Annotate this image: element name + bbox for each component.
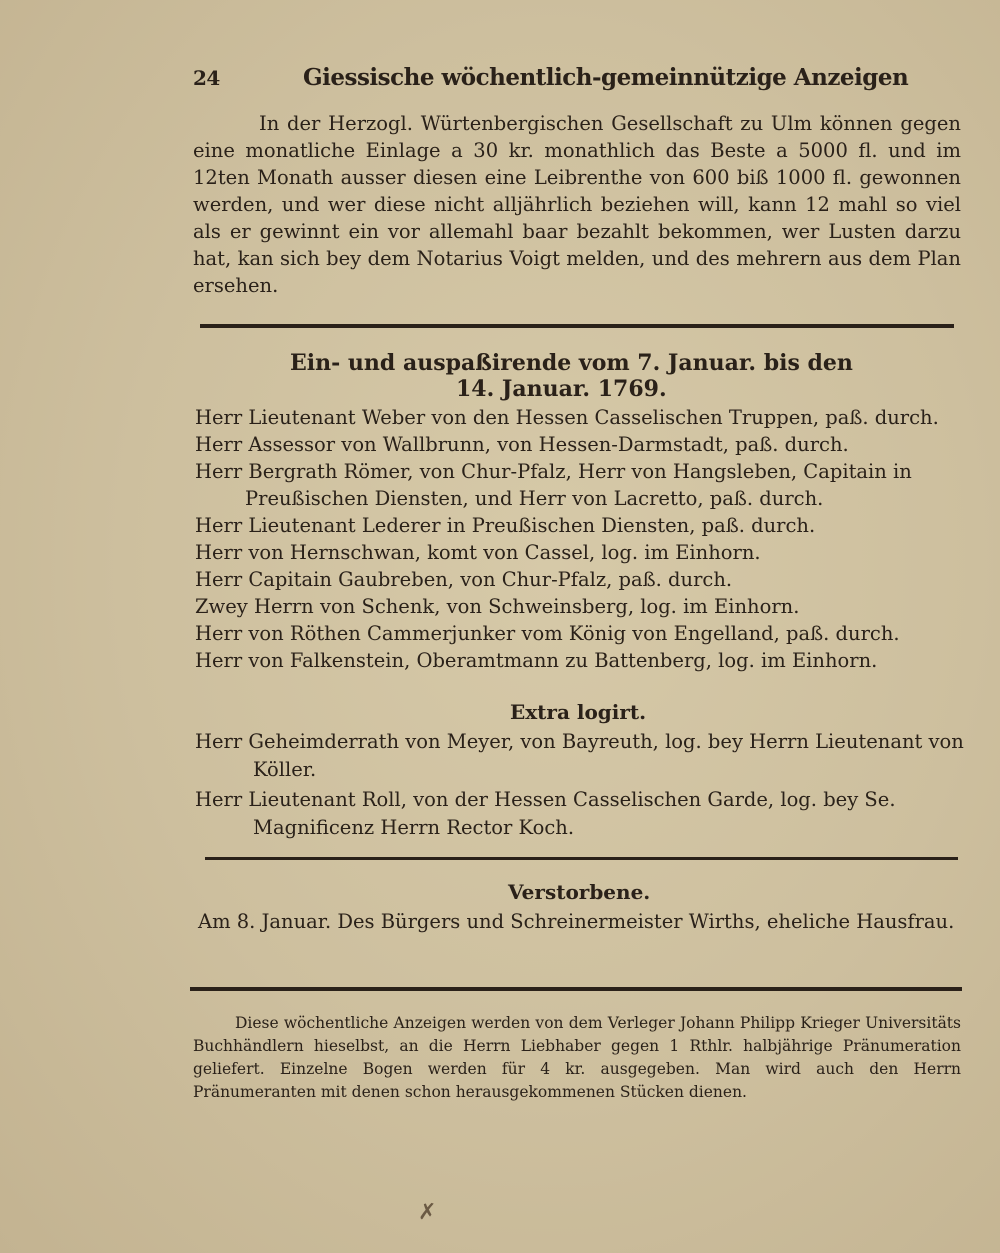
publisher-note: Diese wöchentliche Anzeigen werden von dem Verleger Johann Philipp Krieger Universitäts Buchhändlern hieselbst, an die Herrn Liebhaber gegen 1 Rthlr. halbjährige Pränumeration geliefert. Einzelne Bogen werden für 4 kr. ausgegeben. Man wird auch den Herrn Pränumeranten mit denen schon herausgekommenen Stücken dienen. [193,1014,961,1101]
list-item: Herr Assessor von Wallbrunn, von Hessen-Darmstadt, paß. durch. [195,433,849,456]
deaths-list [198,908,963,936]
list-item: Am 8. Januar. Des Bürgers und Schreinermeister Wirths, eheliche Hausfrau. [198,910,955,933]
list-item: Herr Lieutenant Lederer in Preußischen Diensten, paß. durch. [195,514,816,537]
list-item: Herr Lieutenant Weber von den Hessen Casselischen Truppen, paß. durch. [195,406,939,429]
list-item: Herr Capitain Gaubreben, von Chur-Pfalz, paß. durch. [195,568,733,591]
divider-rule [205,857,958,860]
page-number: 24 [193,66,220,90]
page-header [193,60,963,100]
list-item: Herr Lieutenant Roll, von der Hessen Casselischen Garde, log. bey Se. Magnificenz Herrn Rector Koch. [195,788,896,839]
arrivals-heading-line2: 14. Januar. 1769. [456,376,667,402]
arrivals-heading [290,350,890,402]
lottery-notice: In der Herzogl. Würtenbergischen Gesellschaft zu Ulm können gegen eine monatliche Einlage a 30 kr. monathlich das Beste a 5000 fl. und im 12ten Monath ausser diesen eine Leibrenthe von 600 biß 1000 fl. gewonnen werden, und wer diese nicht alljährlich beziehen will, kann 12 mahl so viel als er gewinnt ein vor allemahl baar bezahlt bekommen, wer Lusten darzu hat, kan sich bey dem Notarius Voigt melden, und des mehrern aus dem Plan ersehen. [193,112,961,297]
list-item: Herr Geheimderrath von Meyer, von Bayreuth, log. bey Herrn Lieutenant von Köller. [195,730,964,781]
extra-list [195,728,965,844]
divider-rule [190,987,962,991]
list-item: Herr Bergrath Römer, von Chur-Pfalz, Herr von Hangsleben, Capitain in Preußischen Diensten, und Herr von Lacretto, paß. durch. [195,460,912,510]
list-item: Herr von Röthen Cammerjunker vom König von Engelland, paß. durch. [195,622,900,645]
arrivals-heading-line1: Ein- und auspaßirende vom 7. Januar. bis den [290,350,853,376]
extra-heading: Extra logirt. [510,700,647,724]
divider-rule [200,324,954,328]
ink-mark-icon: ✗ [418,1200,437,1225]
list-item: Herr von Falkenstein, Oberamtmann zu Battenberg, log. im Einhorn. [195,649,878,672]
deaths-heading: Verstorbene. [508,880,651,904]
list-item: Herr von Hernschwan, komt von Cassel, log. im Einhorn. [195,541,761,564]
arrivals-list [195,404,965,674]
page-title: Giessische wöchentlich-gemeinnützige Anzeigen [303,64,909,91]
list-item: Zwey Herrn von Schenk, von Schweinsberg, log. im Einhorn. [195,595,800,618]
